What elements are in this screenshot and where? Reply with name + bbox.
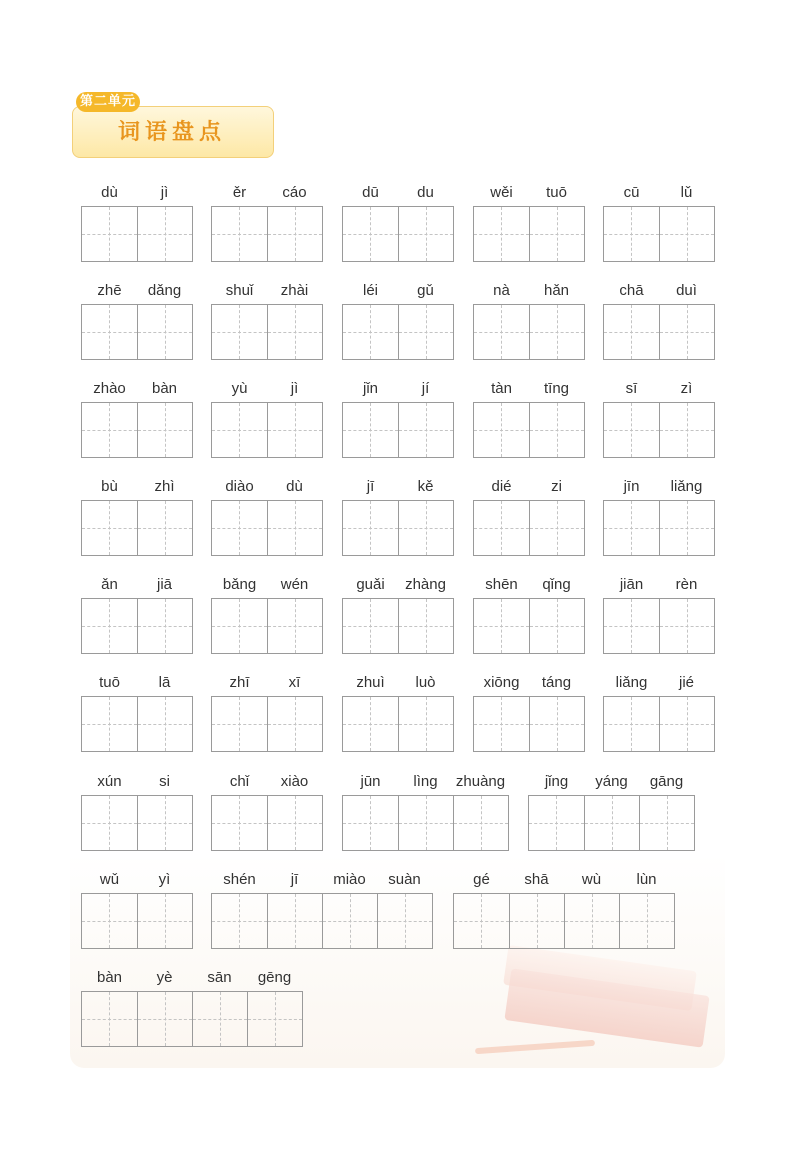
pinyin-syllable: sī — [625, 380, 638, 397]
pinyin-syllable: jī — [290, 871, 299, 888]
writing-grid — [342, 598, 454, 654]
tianzige-cell[interactable] — [212, 403, 267, 457]
word-item — [342, 281, 454, 361]
pinyin-syllable: cū — [623, 184, 640, 201]
pinyin-syllable: zhuàng — [455, 773, 506, 790]
word-item — [473, 281, 585, 361]
writing-grid — [81, 696, 193, 752]
pinyin-syllable: yù — [231, 380, 248, 397]
writing-grid — [603, 500, 715, 556]
tianzige-cell[interactable] — [82, 501, 137, 555]
pinyin-syllable: dù — [101, 184, 118, 201]
tianzige-cell[interactable] — [343, 796, 398, 850]
tianzige-cell[interactable] — [604, 207, 659, 261]
tianzige-cell[interactable] — [604, 697, 659, 751]
tianzige-cell[interactable] — [212, 697, 267, 751]
pinyin-syllable: zhào — [93, 380, 126, 397]
pinyin-syllable: liǎng — [615, 674, 648, 691]
word-item — [81, 968, 303, 1048]
pinyin-syllable: chā — [619, 282, 644, 299]
pinyin-syllable: sān — [207, 969, 232, 986]
writing-grid — [342, 304, 454, 360]
writing-grid — [342, 696, 454, 752]
tianzige-cell[interactable] — [659, 697, 714, 751]
word-item — [603, 281, 715, 361]
pinyin-syllable: zhì — [154, 478, 175, 495]
tianzige-cell[interactable] — [529, 305, 584, 359]
tianzige-cell[interactable] — [474, 305, 529, 359]
pinyin-syllable: zhī — [229, 674, 250, 691]
pinyin-syllable: shuǐ — [225, 282, 254, 299]
tianzige-cell[interactable] — [454, 894, 509, 948]
writing-grid — [603, 696, 715, 752]
pinyin-syllable: gǔ — [417, 282, 434, 299]
tianzige-cell[interactable] — [267, 305, 322, 359]
word-item — [528, 772, 695, 852]
tianzige-cell[interactable] — [322, 894, 377, 948]
word-item — [211, 183, 323, 263]
tianzige-cell[interactable] — [267, 796, 322, 850]
word-item — [211, 772, 323, 852]
writing-grid — [342, 206, 454, 262]
pinyin-syllable: luò — [415, 674, 436, 691]
pinyin-syllable: wěi — [490, 184, 513, 201]
word-item — [81, 379, 193, 459]
tianzige-cell[interactable] — [212, 501, 267, 555]
pinyin-syllable: wù — [581, 871, 602, 888]
word-item — [211, 281, 323, 361]
pinyin-syllable: bàn — [151, 380, 178, 397]
tianzige-cell[interactable] — [398, 207, 453, 261]
tianzige-cell[interactable] — [343, 305, 398, 359]
tianzige-cell[interactable] — [137, 796, 192, 850]
tianzige-cell[interactable] — [398, 697, 453, 751]
tianzige-cell[interactable] — [192, 992, 247, 1046]
tianzige-cell[interactable] — [137, 403, 192, 457]
tianzige-cell[interactable] — [343, 207, 398, 261]
pinyin-syllable: jī — [366, 478, 375, 495]
writing-grid — [211, 696, 323, 752]
writing-grid — [81, 206, 193, 262]
writing-grid — [211, 206, 323, 262]
word-item — [342, 575, 454, 655]
pinyin-syllable: zhài — [280, 282, 309, 299]
tianzige-cell[interactable] — [82, 697, 137, 751]
tianzige-cell[interactable] — [137, 207, 192, 261]
pinyin-syllable: tuō — [546, 184, 567, 201]
pinyin-syllable: yì — [158, 871, 171, 888]
tianzige-cell[interactable] — [137, 501, 192, 555]
writing-grid — [81, 402, 193, 458]
writing-grid — [342, 500, 454, 556]
writing-grid — [528, 795, 695, 851]
tianzige-cell[interactable] — [212, 796, 267, 850]
pinyin-syllable: nà — [493, 282, 510, 299]
writing-grid — [211, 500, 323, 556]
tianzige-cell[interactable] — [82, 796, 137, 850]
tianzige-cell[interactable] — [398, 305, 453, 359]
tianzige-cell[interactable] — [267, 599, 322, 653]
word-item — [342, 673, 454, 753]
pinyin-syllable: suàn — [388, 871, 421, 888]
tianzige-cell[interactable] — [267, 207, 322, 261]
word-item — [211, 575, 323, 655]
tianzige-cell[interactable] — [343, 403, 398, 457]
pinyin-syllable: shén — [223, 871, 256, 888]
writing-grid — [603, 402, 715, 458]
pinyin-syllable: zhē — [97, 282, 122, 299]
pinyin-syllable: zhuì — [356, 674, 385, 691]
pinyin-syllable: dù — [286, 478, 303, 495]
pinyin-syllable: dié — [491, 478, 512, 495]
tianzige-cell[interactable] — [604, 501, 659, 555]
pinyin-syllable: tīng — [543, 380, 570, 397]
tianzige-cell[interactable] — [509, 894, 564, 948]
word-item — [81, 281, 193, 361]
pinyin-syllable: tàn — [491, 380, 512, 397]
tianzige-cell[interactable] — [659, 403, 714, 457]
writing-grid — [603, 304, 715, 360]
tianzige-cell[interactable] — [212, 207, 267, 261]
word-item — [473, 673, 585, 753]
pinyin-syllable: táng — [541, 674, 572, 691]
pinyin-syllable: lā — [158, 674, 171, 691]
writing-grid — [211, 893, 433, 949]
pinyin-syllable: lìng — [413, 773, 438, 790]
pinyin-syllable: chǐ — [229, 773, 250, 790]
pinyin-syllable: bù — [101, 478, 118, 495]
tianzige-cell[interactable] — [398, 501, 453, 555]
writing-grid — [342, 402, 454, 458]
tianzige-cell[interactable] — [212, 894, 267, 948]
tianzige-cell[interactable] — [604, 403, 659, 457]
writing-grid — [211, 402, 323, 458]
writing-grid — [81, 598, 193, 654]
pinyin-syllable: du — [417, 184, 434, 201]
tianzige-cell[interactable] — [82, 992, 137, 1046]
word-item — [342, 772, 509, 852]
tianzige-cell[interactable] — [604, 305, 659, 359]
tianzige-cell[interactable] — [137, 697, 192, 751]
writing-grid — [603, 206, 715, 262]
writing-grid — [603, 598, 715, 654]
word-item — [342, 183, 454, 263]
pinyin-syllable: jīn — [623, 478, 640, 495]
word-item — [603, 183, 715, 263]
pinyin-syllable: miào — [333, 871, 366, 888]
tianzige-cell[interactable] — [82, 305, 137, 359]
tianzige-cell[interactable] — [212, 305, 267, 359]
writing-grid — [473, 304, 585, 360]
writing-grid — [211, 795, 323, 851]
tianzige-cell[interactable] — [212, 599, 267, 653]
word-item — [473, 477, 585, 557]
pinyin-syllable: ěr — [232, 184, 247, 201]
writing-grid — [81, 795, 193, 851]
tianzige-cell[interactable] — [82, 403, 137, 457]
writing-grid — [473, 500, 585, 556]
pinyin-syllable: kě — [417, 478, 434, 495]
tianzige-cell[interactable] — [529, 501, 584, 555]
word-item — [211, 673, 323, 753]
writing-grid — [473, 696, 585, 752]
pinyin-syllable: gēng — [257, 969, 292, 986]
pinyin-syllable: tuō — [99, 674, 120, 691]
pinyin-syllable: si — [159, 773, 170, 790]
tianzige-cell[interactable] — [377, 894, 432, 948]
pinyin-syllable: shēn — [485, 576, 518, 593]
pinyin-syllable: jié — [678, 674, 694, 691]
pinyin-syllable: qǐng — [542, 576, 571, 593]
tianzige-cell[interactable] — [343, 599, 398, 653]
tianzige-cell[interactable] — [474, 697, 529, 751]
pinyin-syllable: dū — [362, 184, 379, 201]
writing-grid — [81, 304, 193, 360]
word-item — [81, 477, 193, 557]
pinyin-syllable: bǎng — [222, 576, 257, 593]
tianzige-cell[interactable] — [659, 501, 714, 555]
tianzige-cell[interactable] — [529, 403, 584, 457]
pinyin-syllable: jí — [421, 380, 430, 397]
pinyin-syllable: diào — [225, 478, 254, 495]
tianzige-cell[interactable] — [82, 207, 137, 261]
word-item — [603, 379, 715, 459]
writing-grid — [211, 304, 323, 360]
writing-grid — [81, 991, 303, 1047]
tianzige-cell[interactable] — [267, 894, 322, 948]
tianzige-cell[interactable] — [474, 599, 529, 653]
pinyin-syllable: zhàng — [405, 576, 446, 593]
word-item — [603, 477, 715, 557]
word-item — [81, 772, 193, 852]
word-item — [603, 673, 715, 753]
pinyin-syllable: gé — [473, 871, 490, 888]
pinyin-syllable: jǐn — [362, 380, 378, 397]
tianzige-cell[interactable] — [343, 697, 398, 751]
pinyin-syllable: liǎng — [670, 478, 703, 495]
pinyin-syllable: hǎn — [543, 282, 570, 299]
tianzige-cell[interactable] — [584, 796, 639, 850]
writing-grid — [473, 402, 585, 458]
writing-grid — [81, 500, 193, 556]
pinyin-syllable: xiōng — [483, 674, 520, 691]
word-item — [342, 379, 454, 459]
word-item — [453, 870, 675, 950]
word-item — [81, 575, 193, 655]
tianzige-cell[interactable] — [529, 796, 584, 850]
writing-grid — [211, 598, 323, 654]
pinyin-syllable: wǔ — [99, 871, 120, 888]
tianzige-cell[interactable] — [267, 403, 322, 457]
writing-grid — [342, 795, 509, 851]
tianzige-cell[interactable] — [137, 599, 192, 653]
pinyin-syllable: lǔ — [680, 184, 693, 201]
pinyin-syllable: cáo — [282, 184, 307, 201]
pinyin-syllable: shā — [524, 871, 549, 888]
tianzige-cell[interactable] — [474, 207, 529, 261]
pinyin-syllable: léi — [362, 282, 378, 299]
pinyin-syllable: jiān — [619, 576, 644, 593]
pinyin-syllable: xiào — [280, 773, 309, 790]
tianzige-cell[interactable] — [529, 599, 584, 653]
tianzige-cell[interactable] — [137, 894, 192, 948]
tianzige-cell[interactable] — [343, 501, 398, 555]
tianzige-cell[interactable] — [619, 894, 674, 948]
writing-grid — [453, 893, 675, 949]
tianzige-cell[interactable] — [267, 697, 322, 751]
unit-badge: 第二单元 — [76, 92, 140, 112]
tianzige-cell[interactable] — [82, 599, 137, 653]
word-item — [473, 575, 585, 655]
pinyin-syllable: gāng — [649, 773, 684, 790]
tianzige-cell[interactable] — [398, 403, 453, 457]
tianzige-cell[interactable] — [639, 796, 694, 850]
tianzige-cell[interactable] — [564, 894, 619, 948]
pinyin-syllable: zì — [680, 380, 693, 397]
word-item — [81, 870, 193, 950]
word-item — [81, 673, 193, 753]
page-title: 词语盘点 — [118, 120, 227, 145]
word-item — [473, 379, 585, 459]
tianzige-cell[interactable] — [398, 796, 453, 850]
pinyin-syllable: bàn — [96, 969, 123, 986]
tianzige-cell[interactable] — [247, 992, 302, 1046]
tianzige-cell[interactable] — [267, 501, 322, 555]
writing-grid — [81, 893, 193, 949]
tianzige-cell[interactable] — [659, 305, 714, 359]
tianzige-cell[interactable] — [529, 207, 584, 261]
word-item — [211, 477, 323, 557]
pinyin-syllable: ǎn — [101, 576, 118, 593]
word-item — [211, 379, 323, 459]
tianzige-cell[interactable] — [604, 599, 659, 653]
pinyin-syllable: zi — [551, 478, 562, 495]
pinyin-syllable: guǎi — [356, 576, 385, 593]
pinyin-syllable: jì — [290, 380, 299, 397]
tianzige-cell[interactable] — [659, 207, 714, 261]
tianzige-cell[interactable] — [398, 599, 453, 653]
pinyin-syllable: rèn — [675, 576, 698, 593]
tianzige-cell[interactable] — [659, 599, 714, 653]
pinyin-syllable: wén — [280, 576, 309, 593]
tianzige-cell[interactable] — [453, 796, 508, 850]
pinyin-syllable: xún — [97, 773, 122, 790]
pinyin-syllable: lùn — [636, 871, 657, 888]
pinyin-syllable: jǐng — [544, 773, 569, 790]
word-item — [81, 183, 193, 263]
pinyin-syllable: jì — [160, 184, 169, 201]
writing-grid — [473, 206, 585, 262]
word-item — [603, 575, 715, 655]
pinyin-syllable: duì — [676, 282, 697, 299]
pinyin-syllable: jiā — [156, 576, 172, 593]
word-item — [342, 477, 454, 557]
pinyin-syllable: xī — [288, 674, 301, 691]
tianzige-cell[interactable] — [529, 697, 584, 751]
pinyin-syllable: dǎng — [147, 282, 182, 299]
tianzige-cell[interactable] — [82, 894, 137, 948]
writing-grid — [473, 598, 585, 654]
pinyin-syllable: jūn — [360, 773, 381, 790]
tianzige-cell[interactable] — [137, 305, 192, 359]
pinyin-syllable: yáng — [595, 773, 628, 790]
tianzige-cell[interactable] — [474, 501, 529, 555]
tianzige-cell[interactable] — [474, 403, 529, 457]
pinyin-syllable: yè — [156, 969, 173, 986]
word-item — [211, 870, 433, 950]
word-item — [473, 183, 585, 263]
tianzige-cell[interactable] — [137, 992, 192, 1046]
